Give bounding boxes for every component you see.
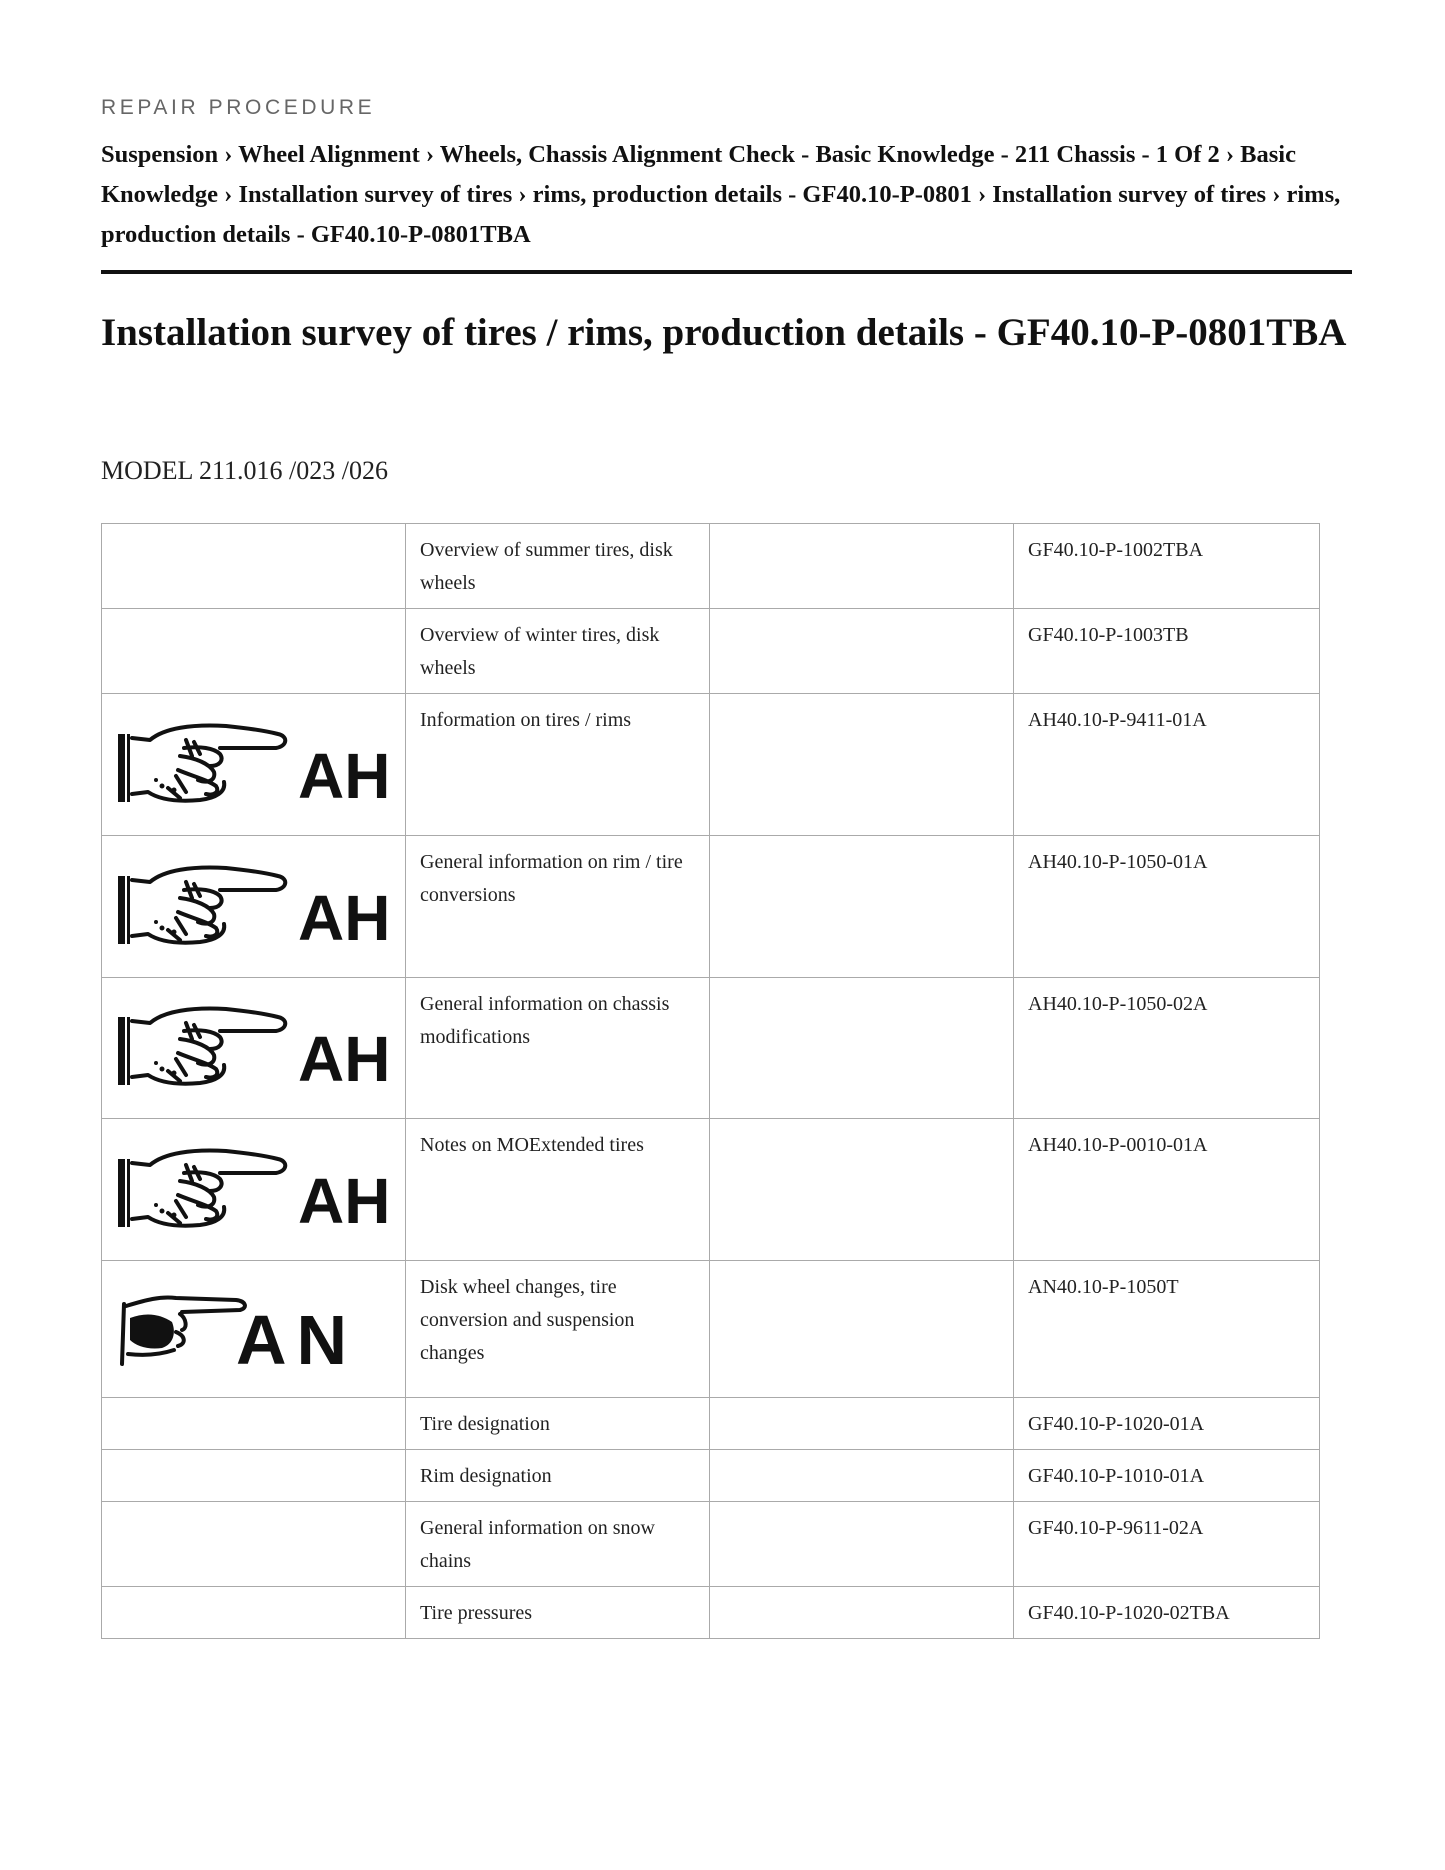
header-divider — [101, 270, 1352, 274]
procedure-label: Tire pressures — [406, 1587, 710, 1639]
table-row — [102, 978, 1320, 1119]
section-kicker: REPAIR PROCEDURE — [101, 96, 376, 119]
icon-cell — [102, 609, 406, 694]
procedure-label: General information on snow chains — [406, 1502, 710, 1587]
procedure-label: Overview of winter tires, disk wheels — [406, 609, 710, 694]
svg-text:AH: AH — [297, 1023, 390, 1093]
table-row — [102, 836, 1320, 978]
table-row — [102, 1398, 1320, 1450]
procedure-code: GF40.10-P-9611-02A — [1014, 1502, 1320, 1587]
pointing-hand-ah-icon — [116, 720, 392, 810]
svg-text:AN: AN — [235, 1301, 357, 1374]
procedure-label: Disk wheel changes, tire conversion and suspension changes — [406, 1261, 710, 1398]
icon-cell — [102, 1119, 406, 1261]
procedure-code: AN40.10-P-1050T — [1014, 1261, 1320, 1398]
empty-cell — [710, 1502, 1014, 1587]
pointing-hand-an-icon — [116, 1284, 392, 1374]
empty-cell — [710, 836, 1014, 978]
table-row — [102, 1450, 1320, 1502]
procedure-table — [101, 523, 1320, 1639]
icon-cell — [102, 1261, 406, 1398]
procedure-label: Tire designation — [406, 1398, 710, 1450]
icon-cell — [102, 978, 406, 1119]
table-row — [102, 1119, 1320, 1261]
empty-cell — [710, 1450, 1014, 1502]
icon-cell — [102, 524, 406, 609]
table-row — [102, 609, 1320, 694]
icon-cell — [102, 694, 406, 836]
icon-cell — [102, 1398, 406, 1450]
svg-text:AH: AH — [297, 739, 390, 810]
empty-cell — [710, 609, 1014, 694]
procedure-code: GF40.10-P-1002TBA — [1014, 524, 1320, 609]
icon-cell — [102, 1587, 406, 1639]
procedure-label: Information on tires / rims — [406, 694, 710, 836]
procedure-label: Overview of summer tires, disk wheels — [406, 524, 710, 609]
empty-cell — [710, 524, 1014, 609]
procedure-code: AH40.10-P-1050-01A — [1014, 836, 1320, 978]
empty-cell — [710, 1398, 1014, 1450]
model-line: MODEL 211.016 /023 /026 — [101, 456, 388, 485]
procedure-code: GF40.10-P-1010-01A — [1014, 1450, 1320, 1502]
procedure-code: AH40.10-P-1050-02A — [1014, 978, 1320, 1119]
page-title: Installation survey of tires / rims, production details - GF40.10-P-0801TBA — [101, 311, 1347, 354]
empty-cell — [710, 694, 1014, 836]
empty-cell — [710, 1261, 1014, 1398]
breadcrumb: Suspension › Wheel Alignment › Wheels, Chassis Alignment Check - Basic Knowledge - 211 Chassis - 1 Of 2 › Basic Knowledge › Installation survey of tires › rims, production details - GF40.10-P-0801 › Installation survey of tires › rims, production details - GF40.10-P-0801TBA — [101, 141, 1341, 248]
procedure-code: GF40.10-P-1020-01A — [1014, 1398, 1320, 1450]
empty-cell — [710, 978, 1014, 1119]
table-row — [102, 524, 1320, 609]
empty-cell — [710, 1587, 1014, 1639]
procedure-code: GF40.10-P-1003TB — [1014, 609, 1320, 694]
procedure-label: General information on chassis modifications — [406, 978, 710, 1119]
procedure-label: Notes on MOExtended tires — [406, 1119, 710, 1261]
procedure-label: Rim designation — [406, 1450, 710, 1502]
procedure-code: GF40.10-P-1020-02TBA — [1014, 1587, 1320, 1639]
pointing-hand-ah-icon — [116, 1145, 392, 1235]
pointing-hand-ah-icon — [116, 862, 392, 952]
table-row — [102, 1587, 1320, 1639]
procedure-code: AH40.10-P-0010-01A — [1014, 1119, 1320, 1261]
table-row — [102, 1502, 1320, 1587]
table-row — [102, 694, 1320, 836]
icon-cell — [102, 1502, 406, 1587]
table-row — [102, 1261, 1320, 1398]
svg-text:AH: AH — [297, 881, 390, 952]
icon-cell — [102, 1450, 406, 1502]
empty-cell — [710, 1119, 1014, 1261]
svg-text:AH: AH — [297, 1164, 390, 1235]
icon-cell — [102, 836, 406, 978]
procedure-code: AH40.10-P-9411-01A — [1014, 694, 1320, 836]
procedure-label: General information on rim / tire conversions — [406, 836, 710, 978]
pointing-hand-ah-icon — [116, 1003, 392, 1093]
